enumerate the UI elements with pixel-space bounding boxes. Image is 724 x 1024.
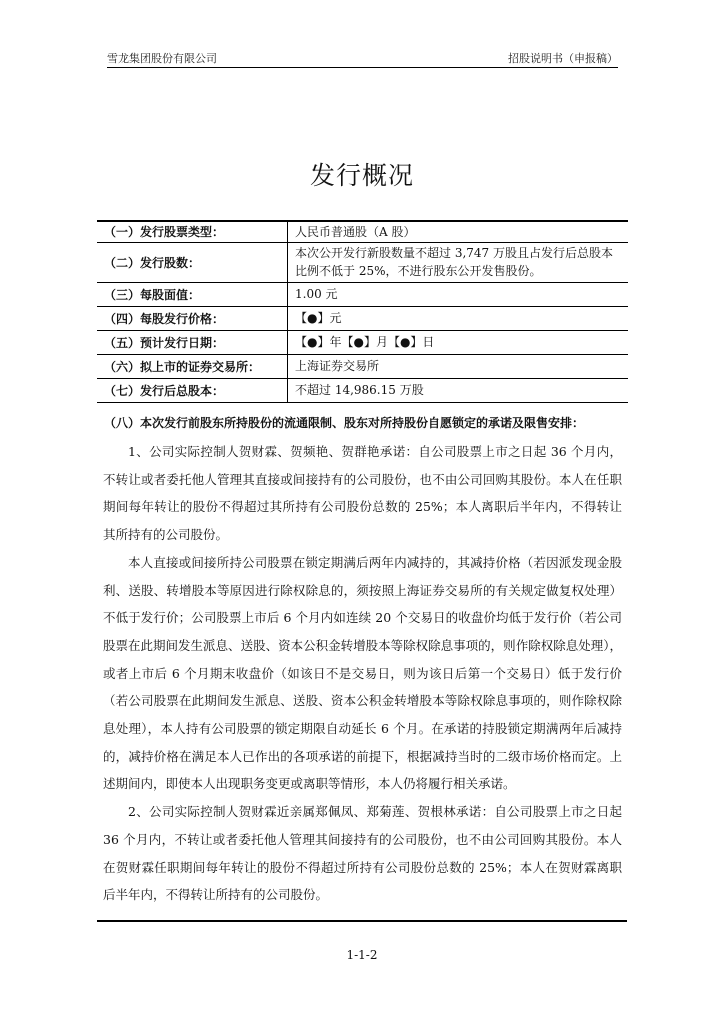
issuance-overview-table [97, 220, 628, 403]
row-value: 【●】元 [288, 306, 629, 330]
row-label: （二）发行股数： [97, 242, 288, 282]
table-row [97, 378, 628, 402]
row-value: 上海证券交易所 [288, 354, 629, 378]
table-row [97, 306, 628, 330]
row-label: （三）每股面值： [97, 282, 288, 306]
body-text [103, 438, 622, 909]
footer-divider [97, 920, 627, 922]
row-value: 【●】年【●】月【●】日 [288, 330, 629, 354]
row-value: 本次公开发行新股数量不超过 3,747 万股且占发行后总股本比例不低于 25%，不进行股东公开发售股份。 [288, 242, 629, 282]
paragraph: 2、公司实际控制人贺财霖近亲属郑佩凤、郑菊莲、贺根林承诺：自公司股票上市之日起 36 个月内，不转让或者委托他人管理其间接持有的公司股份，也不由公司回购其股份。本人在贺财霖任职期间每年转让的股份不得超过所持有公司股份总数的 25%；本人在贺财霖离职后半年内，不得转让所持有的公司股份。 [103, 804, 622, 903]
section-8-heading: （八）本次发行前股东所持股份的流通限制、股东对所持股份自愿锁定的承诺及限售安排： [104, 416, 585, 430]
table-row [97, 242, 628, 282]
row-value: 1.00 元 [288, 282, 629, 306]
header-doc-type: 招股说明书（申报稿） [508, 52, 618, 65]
table-row [97, 282, 628, 306]
row-value: 人民币普通股（A 股） [288, 221, 629, 242]
paragraph: 本人直接或间接所持公司股票在锁定期满后两年内减持的，其减持价格（若因派发现金股利、送股、转增股本等原因进行除权除息的，须按照上海证券交易所的有关规定做复权处理）不低于发行价；公司股票上市后 6 个月内如连续 20 个交易日的收盘价均低于发行价（若公司股票在此期间发生派息、送股、资本公积金转增股本等除权除息事项的，则作除权除息处理），或者上市后 6 个月期末收盘价（如该日不是交易日，则为该日后第一个交易日）低于发行价（若公司股票在此期间发生派息、送股、资本公积金转增股本等除权除息事项的，则作除权除息处理），本人持有公司股票的锁定期限自动延长 6 个月。在承诺的持股锁定期满两年后减持的，减持价格在满足本人已作出的各项承诺的前提下，根据减持当时的二级市场价格而定。上述期间内，即使本人出现职务变更或离职等情形，本人仍将履行相关承诺。 [103, 554, 622, 792]
page-title: 发行概况 [309, 161, 414, 190]
paragraph: 1、公司实际控制人贺财霖、贺频艳、贺群艳承诺：自公司股票上市之日起 36 个月内，不转让或者委托他人管理其直接或间接持有的公司股份，也不由公司回购其股份。本人在任职期间每年转让的股份不得超过其所持有公司股份总数的 25%；本人离职后半年内，不得转让其所持有的公司股份。 [103, 444, 622, 543]
header-company: 雪龙集团股份有限公司 [107, 52, 217, 65]
row-label: （七）发行后总股本： [97, 378, 288, 402]
page-header [107, 50, 618, 66]
page-number: 1-1-2 [346, 948, 378, 962]
header-divider [107, 67, 618, 68]
table-row [97, 221, 628, 242]
row-label: （六）拟上市的证券交易所： [97, 354, 288, 378]
row-label: （五）预计发行日期： [97, 330, 288, 354]
table-row [97, 330, 628, 354]
row-label: （四）每股发行价格： [97, 306, 288, 330]
row-value: 不超过 14,986.15 万股 [288, 378, 629, 402]
table-row [97, 354, 628, 378]
row-label: （一）发行股票类型： [97, 221, 288, 242]
